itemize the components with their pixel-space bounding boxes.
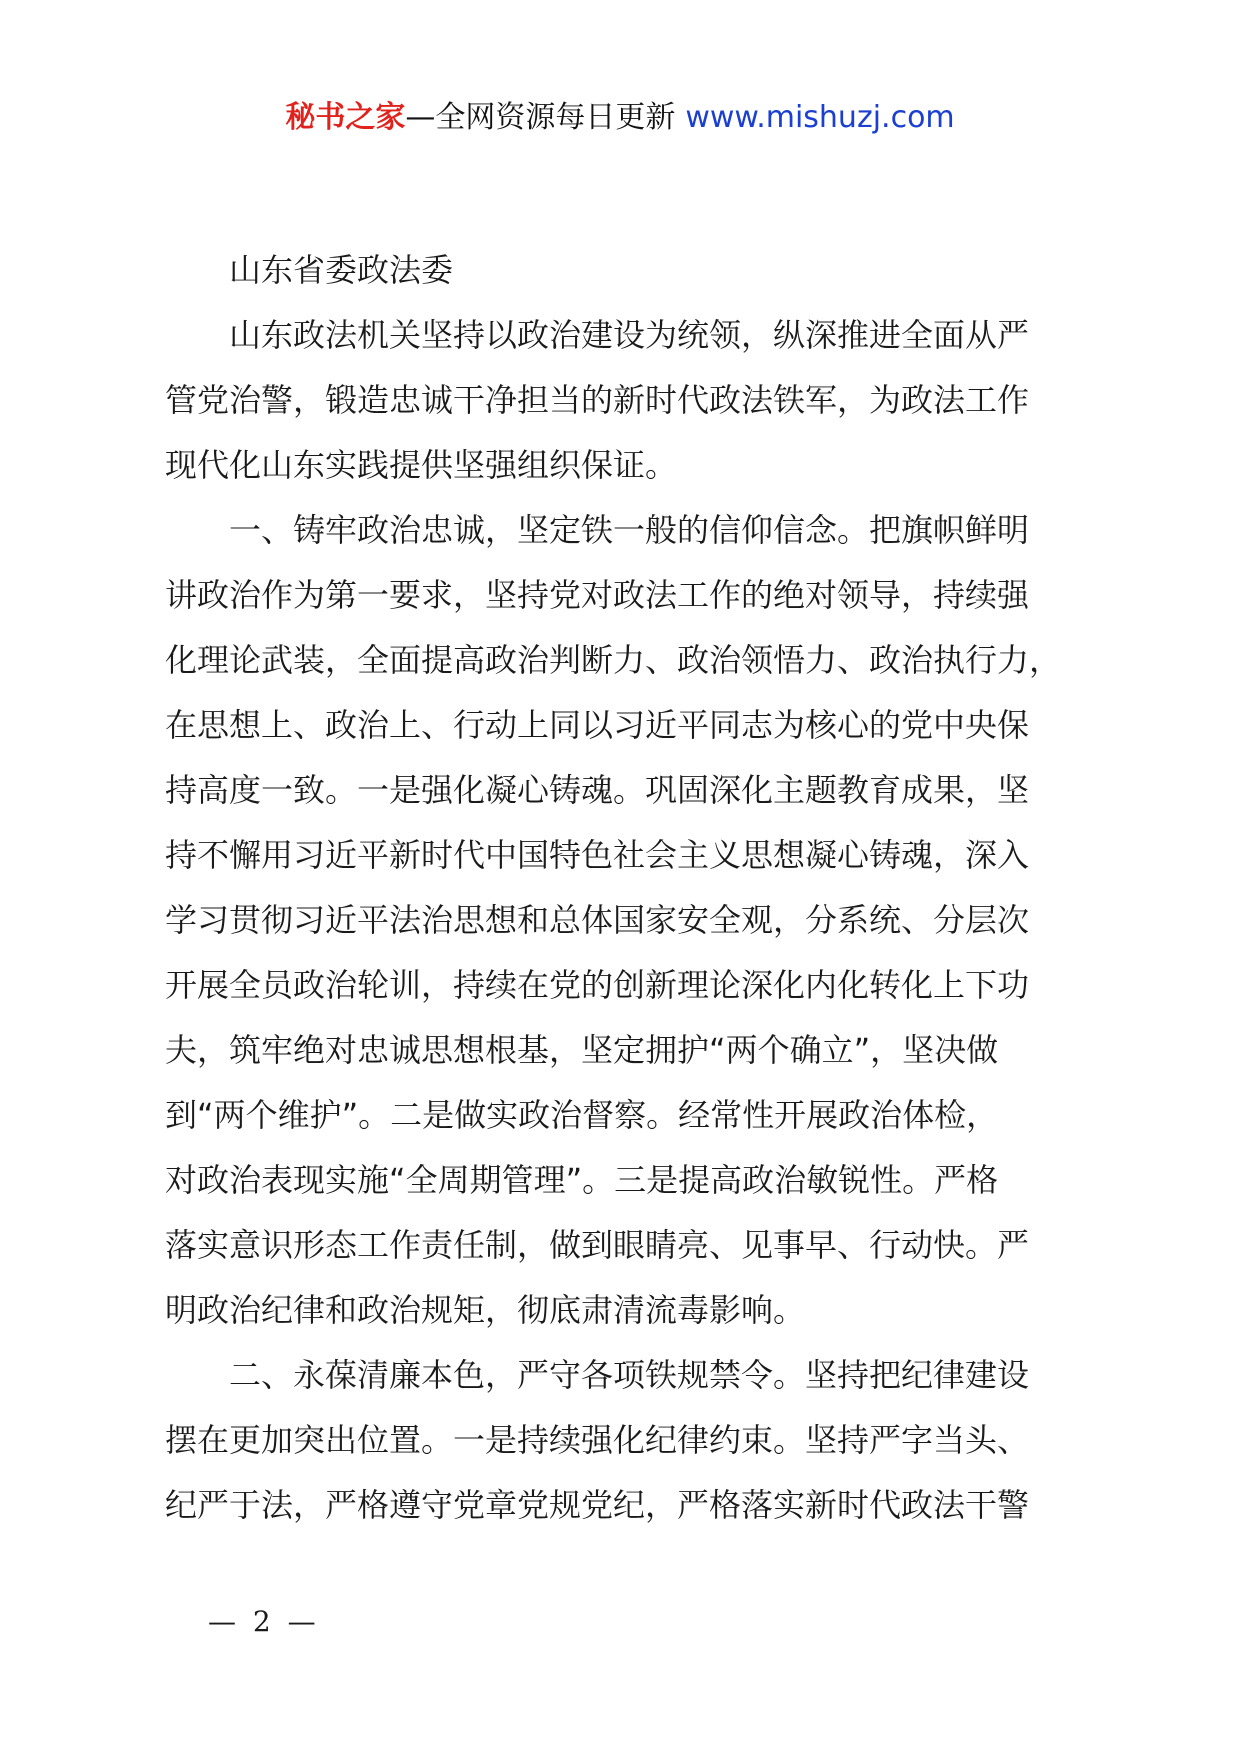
paragraph-line: 夫，筑牢绝对忠诚思想根基，坚定拥护“两个确立”，坚决做 [165,1031,999,1069]
paragraph-line: 在思想上、政治上、行动上同以习近平同志为核心的党中央保 [165,706,1030,744]
paragraph-line: 对政治表现实施“全周期管理”。三是提高政治敏锐性。严格 [165,1161,999,1199]
site-tagline: —全网资源每日更新 [405,100,676,135]
author-line: 山东省委政法委 [229,251,454,289]
paragraph-line: 讲政治作为第一要求，坚持党对政法工作的绝对领导，持续强 [165,576,1030,614]
paragraph-line: 管党治警，锻造忠诚干净担当的新时代政法铁军，为政法工作 [165,381,1030,419]
site-brand: 秘书之家 [285,100,406,135]
site-header [0,98,1240,138]
document-body [165,238,1075,1538]
paragraph-line: 山东政法机关坚持以政治建设为统领，纵深推进全面从严 [229,316,1030,354]
site-url-link[interactable]: www.mishuzj.com [685,100,955,135]
section-heading-line: 一、铸牢政治忠诚，坚定铁一般的信仰信念。把旗帜鲜明 [229,511,1030,549]
paragraph-line: 持高度一致。一是强化凝心铸魂。巩固深化主题教育成果，坚 [165,771,1030,809]
page-number: — 2 — [208,1605,320,1638]
paragraph-line: 摆在更加突出位置。一是持续强化纪律约束。坚持严字当头、 [165,1421,1030,1459]
paragraph-line: 落实意识形态工作责任制，做到眼睛亮、见事早、行动快。严 [165,1226,1030,1264]
paragraph-line: 开展全员政治轮训，持续在党的创新理论深化内化转化上下功 [165,966,1030,1004]
paragraph-line: 学习贯彻习近平法治思想和总体国家安全观，分系统、分层次 [165,901,1030,939]
paragraph-line: 明政治纪律和政治规矩，彻底肃清流毒影响。 [165,1291,806,1329]
paragraph-line: 持不懈用习近平新时代中国特色社会主义思想凝心铸魂，深入 [165,836,1030,874]
paragraph-line: 化理论武装，全面提高政治判断力、政治领悟力、政治执行力， [165,641,1062,679]
section-heading-line: 二、永葆清廉本色，严守各项铁规禁令。坚持把纪律建设 [229,1356,1030,1394]
paragraph-line: 纪严于法，严格遵守党章党规党纪，严格落实新时代政法干警 [165,1486,1030,1524]
paragraph-line: 到“两个维护”。二是做实政治督察。经常性开展政治体检， [165,1096,999,1134]
paragraph-line: 现代化山东实践提供坚强组织保证。 [165,446,678,484]
